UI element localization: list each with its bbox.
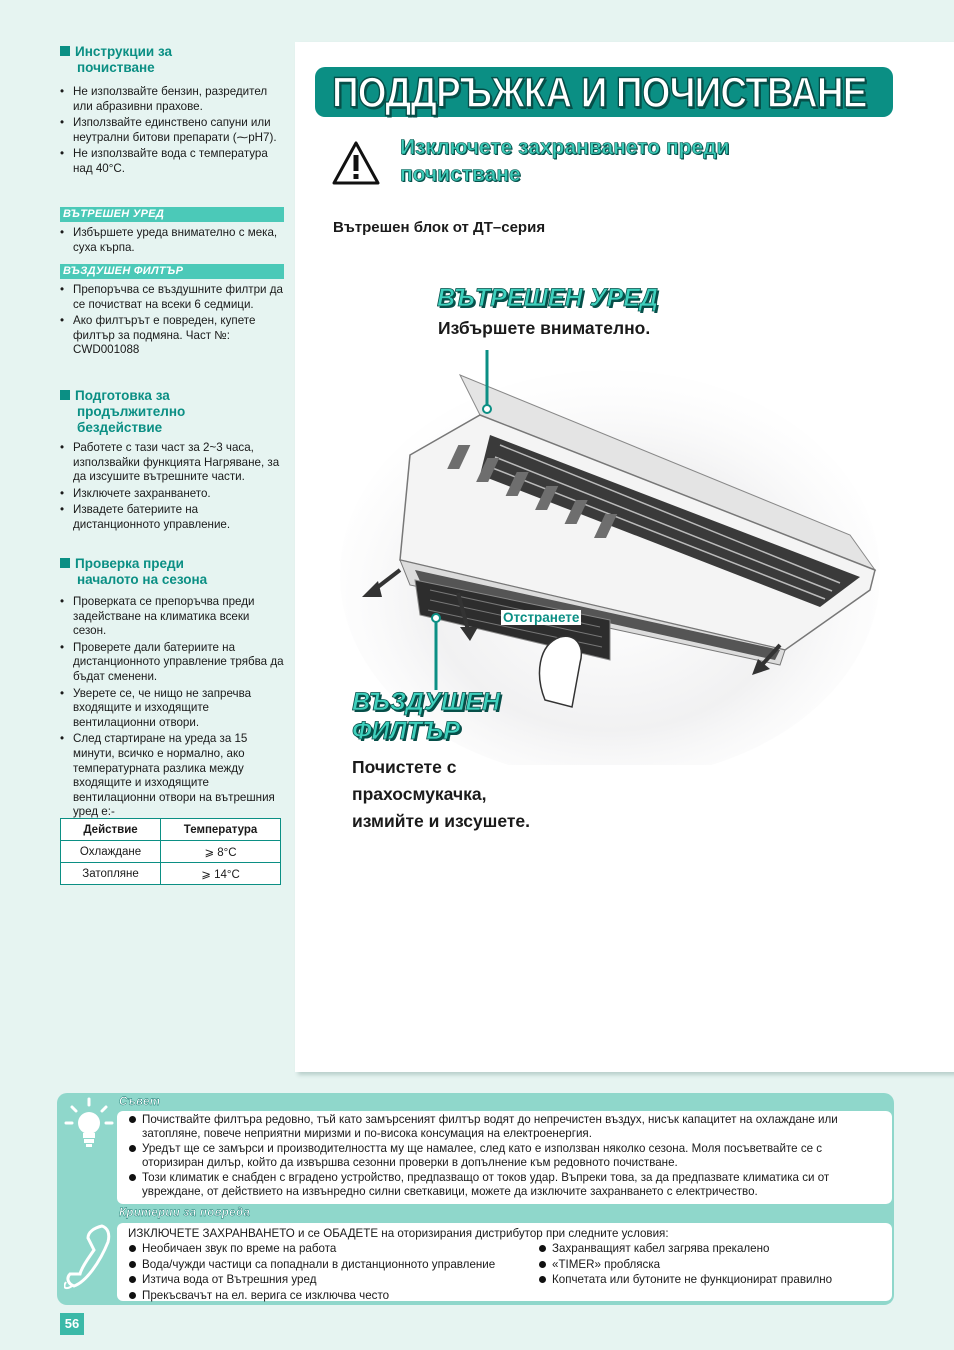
table-header: Температура [161,819,281,841]
table-cell: Охлаждане [61,841,161,863]
warning-icon [331,140,381,186]
fault-list-right [538,1242,888,1289]
air-filter-bar: ВЪЗДУШЕН ФИЛТЪР [60,264,284,279]
list-item: Необичаен звук по време на работа [128,1242,528,1256]
list-item: Прекъсвачът на ел. верига се изключва често [128,1289,528,1303]
long-idle-heading: Подготовка за продължително бездействие [60,388,185,436]
list-item: • Работете с тази част за 2~3 часа, използвайки функцията Нагряване, за да изсушите вътрешните части. [60,441,284,485]
list-item: Изтича вода от Вътрешния уред [128,1273,528,1287]
square-bullet-icon [60,390,70,400]
list-item: • Не използвайте бензин, разредител или абразивни прахове. [60,85,284,114]
list-item: • Използвайте единствено сапуни или неутрални битови препарати (⁓pH7). [60,116,284,145]
tips-content [117,1111,892,1204]
table-header-row [61,819,281,841]
list-item: • Препоръчва се въздушните филтри да се почистват на всеки 6 седмици. [60,283,284,312]
air-filter-label: ВЪЗДУШЕН ФИЛТЪР [352,688,501,745]
tips-list [128,1113,886,1201]
table-row [61,863,281,885]
list-item: Вода/чужди частици са попаднали в дистанционното управление [128,1258,528,1272]
fault-list-left [128,1242,528,1304]
indoor-unit-label: ВЪТРЕШЕН УРЕД [437,284,658,312]
season-check-heading: Проверка преди началото на сезона [60,556,207,588]
fault-criteria-heading: Критерии за повреда [119,1207,251,1219]
air-filter-list [60,283,284,360]
list-item: Копчетата или бутоните не функционират правилно [538,1273,888,1287]
indoor-unit-list [60,226,284,257]
temperature-table [60,818,281,885]
long-idle-list [60,441,284,535]
tips-heading: Съвет [119,1096,161,1108]
list-item: • Изключете захранването. [60,487,284,502]
list-item: Захранващият кабел загрява прекалено [538,1242,888,1256]
remove-label: Отстранете [503,610,580,625]
fault-intro: ИЗКЛЮЧЕТЕ ЗАХРАНВАНЕТО и се ОБАДЕТЕ на оторизирания дистрибутор при следните условия: [128,1227,669,1240]
list-item: Този климатик е снабден с вградено устройство, предпазващо от токов удар. Въпреки това, за да предпазвате климатика си от увреждане, от действието на извънредно силни светкавици, можете да изключите захранването с електричество. [128,1171,886,1198]
table-cell: ⩾ 14°C [161,863,281,885]
filter-instruction: Почистете с прахосмукачка, измийте и изсушете. [352,757,531,831]
season-check-list [60,595,284,822]
fault-criteria-content [117,1223,892,1301]
square-bullet-icon [60,46,70,56]
cleaning-instructions-heading: Инструкции за почистване [60,44,172,76]
table-cell: ⩾ 8°C [161,841,281,863]
list-item: • Проверката се препоръчва преди задействане на климатика всеки сезон. [60,595,284,639]
list-item: Уредът ще се замърси и производителността му ще намалее, след като е използван няколко сезона. Моля посъветвайте се с оторизиран дилър, който да извършва сезонни проверки в допълнение към редовното почистване. [128,1142,886,1169]
warning-text: Изключете захранването преди почистване [400,136,730,186]
table-row [61,841,281,863]
page-title: ПОДДРЪЖКА И ПОЧИСТВАНЕ [332,69,867,117]
square-bullet-icon [60,558,70,568]
indoor-unit-bar: ВЪТРЕШЕН УРЕД [60,207,284,222]
page-title-box [315,67,893,117]
indoor-instruction: Избършете внимателно. [438,318,651,338]
phone-icon [64,1222,114,1292]
list-item: «TIMER» пробляска [538,1258,888,1272]
table-cell: Затопляне [61,863,161,885]
list-item: • Уверете се, че нищо не запречва входящите и изходящите вентилационни отвори. [60,687,284,731]
unit-subtitle: Вътрешен блок от ДТ–серия [333,219,546,236]
list-item: • Извадете батериите на дистанционното управление. [60,503,284,532]
list-item: Почиствайте филтъра редовно, тъй като замърсеният филтър водят до непречистен въздух, нисък капацитет на охлаждане или затопляне, повече неприятни миризми и по-висока консумация на електроенергия. [128,1113,886,1140]
list-item: • Ако филтърът е повреден, купете филтър за подмяна. Част №: CWD001088 [60,314,284,358]
list-item: • След стартиране на уреда за 15 минути, всичко е нормално, ако температурната разлика между входящите и изходящите вентилационни отвори на вътрешния уред е:- [60,732,284,820]
page-number: 56 [60,1313,84,1335]
light-bulb-icon [64,1097,114,1149]
table-header: Действие [61,819,161,841]
list-item: • Проверете дали батериите на дистанционното управление трябва да бъдат сменени. [60,641,284,685]
list-item: • Не използвайте вода с температура над 40°C. [60,147,284,176]
cleaning-instructions-list [60,85,284,179]
list-item: • Избършете уреда внимателно с мека, суха кърпа. [60,226,284,255]
